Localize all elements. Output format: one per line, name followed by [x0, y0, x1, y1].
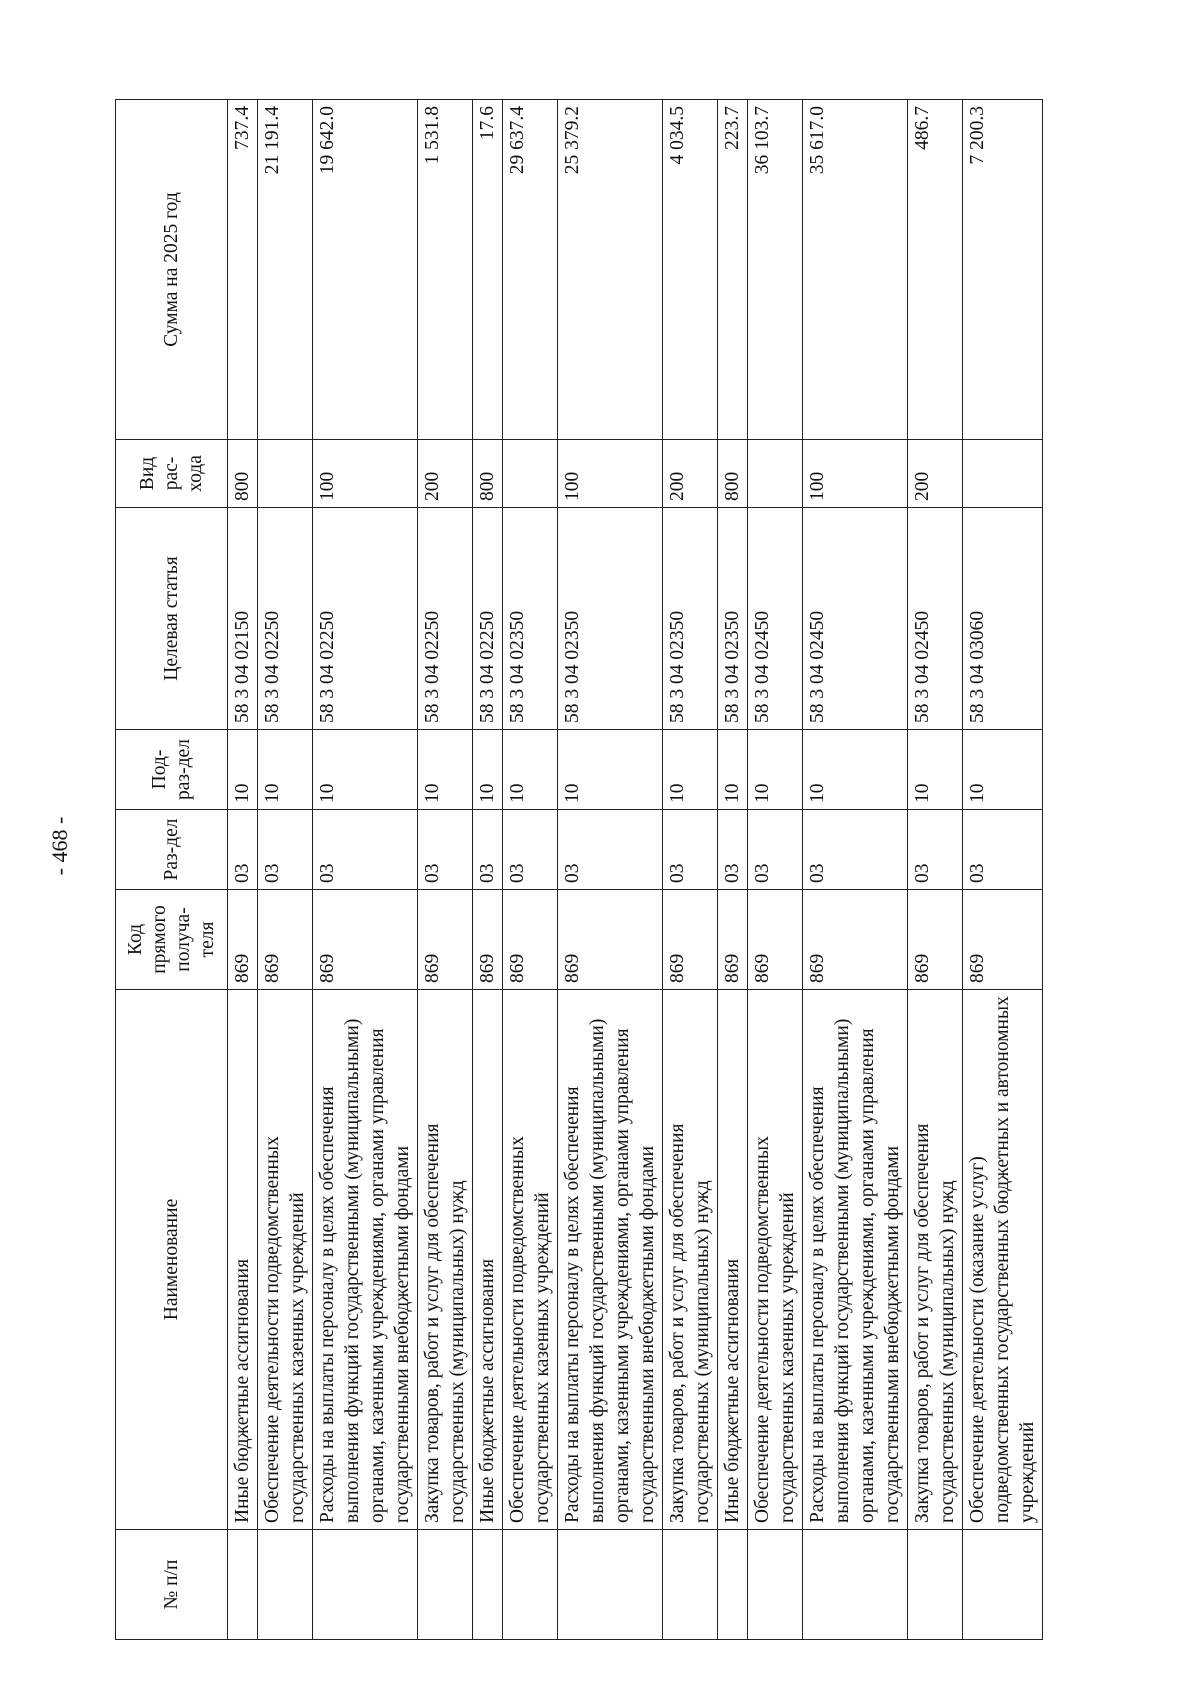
- header-sum: Сумма на 2025 год: [116, 100, 228, 440]
- row-target-cell: 58 3 04 02250: [418, 508, 473, 730]
- row-sum-cell: 7 200.3: [963, 100, 1043, 440]
- row-name-cell: Обеспечение деятельности подведомственных государственных казенных учреждений: [748, 990, 803, 1530]
- row-target-cell: 58 3 04 02250: [473, 508, 503, 730]
- row-name-cell: Иные бюджетные ассигнования: [718, 990, 748, 1530]
- row-code-cell: 869: [473, 890, 503, 990]
- table-row: [473, 100, 503, 1640]
- header-vid: Вид рас-хода: [116, 440, 228, 508]
- row-code-cell: 869: [963, 890, 1043, 990]
- row-num-cell: [313, 1530, 418, 1640]
- row-code-cell: 869: [803, 890, 908, 990]
- row-podrazdel-cell: 10: [963, 730, 1043, 810]
- header-target: Целевая статья: [116, 508, 228, 730]
- row-vid-cell: 100: [313, 440, 418, 508]
- row-name-cell: Иные бюджетные ассигнования: [473, 990, 503, 1530]
- row-podrazdel-cell: 10: [228, 730, 258, 810]
- row-sum-cell: 25 379.2: [558, 100, 663, 440]
- table-row: [418, 100, 473, 1640]
- row-vid-cell: 100: [803, 440, 908, 508]
- table-row: [228, 100, 258, 1640]
- table-body: [228, 100, 1043, 1640]
- table-row: [313, 100, 418, 1640]
- table-row: [558, 100, 663, 1640]
- row-num-cell: [748, 1530, 803, 1640]
- header-name: Наименование: [116, 990, 228, 1530]
- row-vid-cell: 100: [558, 440, 663, 508]
- row-target-cell: 58 3 04 02150: [228, 508, 258, 730]
- row-name-cell: Закупка товаров, работ и услуг для обеспечения государственных (муниципальных) нужд: [908, 990, 963, 1530]
- header-num: № п/п: [116, 1530, 228, 1640]
- row-razdel-cell: 03: [718, 810, 748, 890]
- row-sum-cell: 1 531.8: [418, 100, 473, 440]
- row-target-cell: 58 3 04 03060: [963, 508, 1043, 730]
- row-vid-cell: [748, 440, 803, 508]
- row-sum-cell: 223.7: [718, 100, 748, 440]
- table-row: [748, 100, 803, 1640]
- row-razdel-cell: 03: [558, 810, 663, 890]
- row-sum-cell: 21 191.4: [258, 100, 313, 440]
- row-sum-cell: 29 637.4: [503, 100, 558, 440]
- row-num-cell: [558, 1530, 663, 1640]
- row-podrazdel-cell: 10: [418, 730, 473, 810]
- row-podrazdel-cell: 10: [718, 730, 748, 810]
- row-code-cell: 869: [503, 890, 558, 990]
- row-name-cell: Обеспечение деятельности подведомственных государственных казенных учреждений: [258, 990, 313, 1530]
- row-target-cell: 58 3 04 02250: [258, 508, 313, 730]
- row-target-cell: 58 3 04 02250: [313, 508, 418, 730]
- row-target-cell: 58 3 04 02450: [748, 508, 803, 730]
- row-podrazdel-cell: 10: [663, 730, 718, 810]
- row-vid-cell: [963, 440, 1043, 508]
- row-num-cell: [258, 1530, 313, 1640]
- row-sum-cell: 4 034.5: [663, 100, 718, 440]
- row-razdel-cell: 03: [503, 810, 558, 890]
- row-razdel-cell: 03: [908, 810, 963, 890]
- table-row: [963, 100, 1043, 1640]
- table-row: [503, 100, 558, 1640]
- row-num-cell: [473, 1530, 503, 1640]
- row-num-cell: [963, 1530, 1043, 1640]
- row-num-cell: [663, 1530, 718, 1640]
- row-razdel-cell: 03: [963, 810, 1043, 890]
- row-code-cell: 869: [748, 890, 803, 990]
- row-sum-cell: 19 642.0: [313, 100, 418, 440]
- row-vid-cell: 200: [418, 440, 473, 508]
- row-sum-cell: 17.6: [473, 100, 503, 440]
- row-code-cell: 869: [908, 890, 963, 990]
- budget-table: [115, 99, 1043, 1640]
- row-podrazdel-cell: 10: [908, 730, 963, 810]
- row-razdel-cell: 03: [473, 810, 503, 890]
- page-number: - 468 -: [47, 816, 72, 876]
- table-row: [803, 100, 908, 1640]
- row-podrazdel-cell: 10: [803, 730, 908, 810]
- row-razdel-cell: 03: [313, 810, 418, 890]
- row-code-cell: 869: [558, 890, 663, 990]
- row-vid-cell: [503, 440, 558, 508]
- header-podrazdel: Под-раз-дел: [116, 730, 228, 810]
- row-vid-cell: 800: [718, 440, 748, 508]
- row-name-cell: Расходы на выплаты персоналу в целях обеспечения выполнения функций государственными (муниципальными) органами, казенными учреждениями, органами управления государственными внебюджетными фондами: [803, 990, 908, 1530]
- row-razdel-cell: 03: [258, 810, 313, 890]
- header-razdel: Раз-дел: [116, 810, 228, 890]
- row-code-cell: 869: [313, 890, 418, 990]
- row-vid-cell: 200: [908, 440, 963, 508]
- row-podrazdel-cell: 10: [748, 730, 803, 810]
- row-vid-cell: 200: [663, 440, 718, 508]
- row-num-cell: [418, 1530, 473, 1640]
- row-sum-cell: 36 103.7: [748, 100, 803, 440]
- rotated-document: [115, 100, 1080, 1640]
- row-target-cell: 58 3 04 02450: [803, 508, 908, 730]
- row-name-cell: Иные бюджетные ассигнования: [228, 990, 258, 1530]
- row-code-cell: 869: [663, 890, 718, 990]
- row-target-cell: 58 3 04 02350: [558, 508, 663, 730]
- row-name-cell: Закупка товаров, работ и услуг для обеспечения государственных (муниципальных) нужд: [418, 990, 473, 1530]
- row-podrazdel-cell: 10: [258, 730, 313, 810]
- row-vid-cell: [258, 440, 313, 508]
- row-razdel-cell: 03: [803, 810, 908, 890]
- row-podrazdel-cell: 10: [558, 730, 663, 810]
- row-code-cell: 869: [718, 890, 748, 990]
- row-name-cell: Обеспечение деятельности (оказание услуг) подведомственных государственных бюджетных и автономных учреждений: [963, 990, 1043, 1530]
- row-target-cell: 58 3 04 02350: [503, 508, 558, 730]
- table-row: [663, 100, 718, 1640]
- table-header-row: [116, 100, 228, 1640]
- row-code-cell: 869: [228, 890, 258, 990]
- table-row: [908, 100, 963, 1640]
- row-code-cell: 869: [418, 890, 473, 990]
- row-sum-cell: 486.7: [908, 100, 963, 440]
- row-num-cell: [908, 1530, 963, 1640]
- row-name-cell: Закупка товаров, работ и услуг для обеспечения государственных (муниципальных) нужд: [663, 990, 718, 1530]
- row-num-cell: [503, 1530, 558, 1640]
- row-podrazdel-cell: 10: [503, 730, 558, 810]
- row-razdel-cell: 03: [748, 810, 803, 890]
- row-num-cell: [803, 1530, 908, 1640]
- table-row: [718, 100, 748, 1640]
- row-num-cell: [718, 1530, 748, 1640]
- row-num-cell: [228, 1530, 258, 1640]
- row-code-cell: 869: [258, 890, 313, 990]
- row-vid-cell: 800: [228, 440, 258, 508]
- row-sum-cell: 35 617.0: [803, 100, 908, 440]
- row-target-cell: 58 3 04 02350: [663, 508, 718, 730]
- row-podrazdel-cell: 10: [473, 730, 503, 810]
- row-target-cell: 58 3 04 02350: [718, 508, 748, 730]
- row-podrazdel-cell: 10: [313, 730, 418, 810]
- table-row: [258, 100, 313, 1640]
- row-sum-cell: 737.4: [228, 100, 258, 440]
- row-target-cell: 58 3 04 02450: [908, 508, 963, 730]
- row-vid-cell: 800: [473, 440, 503, 508]
- row-name-cell: Обеспечение деятельности подведомственных государственных казенных учреждений: [503, 990, 558, 1530]
- header-code: Код прямого получа-теля: [116, 890, 228, 990]
- row-razdel-cell: 03: [228, 810, 258, 890]
- row-name-cell: Расходы на выплаты персоналу в целях обеспечения выполнения функций государственными (муниципальными) органами, казенными учреждениями, органами управления государственными внебюджетными фондами: [313, 990, 418, 1530]
- row-razdel-cell: 03: [663, 810, 718, 890]
- row-razdel-cell: 03: [418, 810, 473, 890]
- row-name-cell: Расходы на выплаты персоналу в целях обеспечения выполнения функций государственными (муниципальными) органами, казенными учреждениями, органами управления государственными внебюджетными фондами: [558, 990, 663, 1530]
